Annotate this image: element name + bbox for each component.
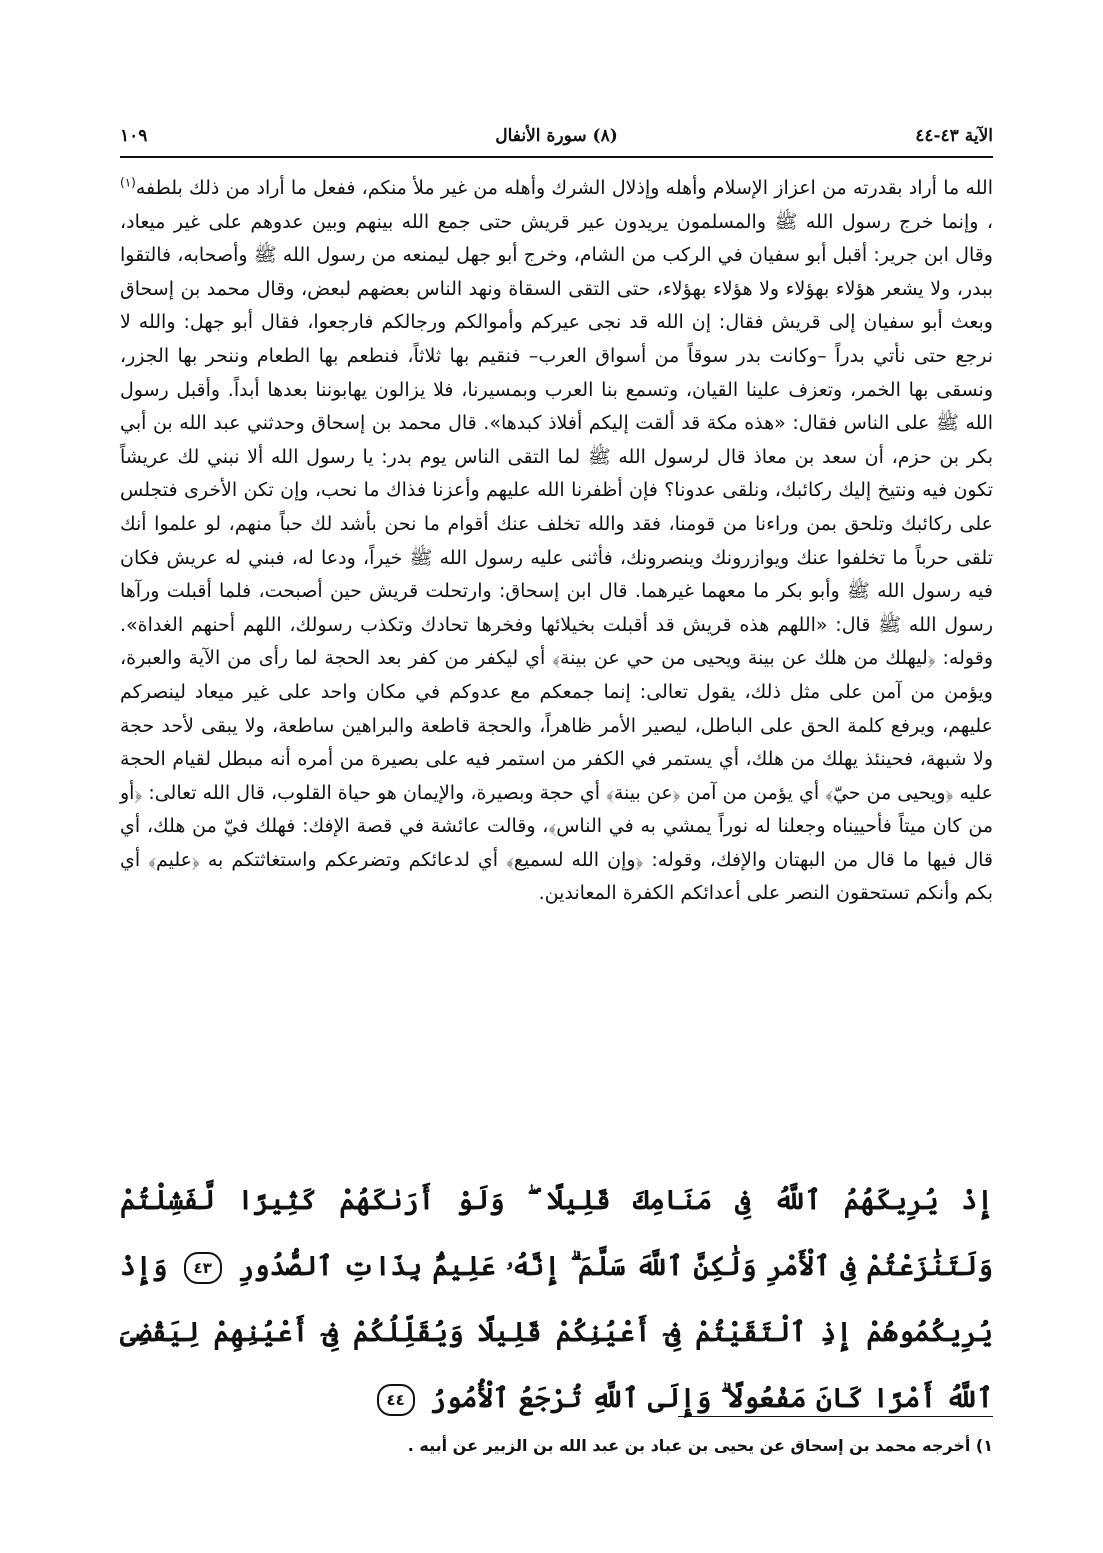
- verse-43-text: إِذْ يُرِيكَهُمُ ٱللَّهُ فِى مَنَامِكَ قَلِيلًا ۖ وَلَوْ أَرَىٰكَهُمْ كَثِيرًا لَّفَشِلْتُمْ وَلَتَنَٰزَعْتُمْ فِى ٱلْأَمْرِ وَلَٰكِنَّ ٱللَّهَ سَلَّمَ ۗ إِنَّهُۥ عَلِيمٌۢ بِذَاتِ ٱلصُّدُورِ: [120, 1185, 993, 1282]
- page-header: [120, 122, 993, 156]
- commentary-text: [120, 172, 993, 911]
- footnote-text: أخرجه محمد بن إسحاق عن يحيى بن عباد بن عبد الله بن الزبير عن أبيه .: [407, 1436, 971, 1455]
- quran-verses: [120, 1168, 993, 1432]
- footnote-divider: [678, 1416, 993, 1417]
- commentary-paragraph: [120, 172, 993, 911]
- verse-44-text: وَإِذْ يُرِيكُمُوهُمْ إِذِ ٱلْتَقَيْتُمْ فِىٓ أَعْيُنِكُمْ قَلِيلًا وَيُقَلِّلُكُمْ فِىٓ أَعْيُنِهِمْ لِيَقْضِىَ ٱللَّهُ أَمْرًا كَانَ مَفْعُولًا ۗ وَإِلَى ٱللَّهِ تُرْجَعُ ٱلْأُمُورُ: [120, 1251, 993, 1414]
- verse-43-number-marker: ٤٣: [184, 1252, 222, 1284]
- page-number: ١٠٩: [120, 126, 148, 146]
- commentary-text-part-2: ، وإنما خرج رسول الله ﷺ والمسلمون يريدون عير قريش حتى جمع الله بينهم وبين عدوهم على غير ميعاد، وقال ابن جرير: أقبل أبو سفيان في الركب من الشام، وخرج أبو جهل ليمنعه من رسول الله ﷺ وأصحابه، فالتقوا ببدر، ولا يشعر هؤلاء بهؤلاء ولا هؤلاء بهؤلاء، حتى التقى السقاة ونهد الناس بعضهم لبعض، وقال محمد بن إسحاق وبعث أبو سفيان إلى قريش فقال: إن الله قد نجى عيركم وأموالكم ورجالكم فارجعوا، فقال أبو جهل: والله لا نرجع حتى نأتي بدراً –وكانت بدر سوقاً من أسواق العرب– فنقيم بها ثلاثاً، فنطعم بها الطعام وننحر بها الجزر، ونسقى بها الخمر، وتعزف علينا القيان، وتسمع بنا العرب وبمسيرنا، فلا يزالون يهابوننا بعدها أبداً. وأقبل رسول الله ﷺ على الناس فقال: «هذه مكة قد ألقت إليكم أفلاذ كبدها». قال محمد بن إسحاق وحدثني عبد الله بن أبي بكر بن حزم، أن سعد بن معاذ قال لرسول الله ﷺ لما التقى الناس يوم بدر: يا رسول الله ألا نبني لك عريشاً تكون فيه ونتيخ إليك ركائبك، ونلقى عدونا؟ فإن أظفرنا الله عليهم وأعزنا فذاك ما نحب، وإن تكن الأخرى فتجلس على ركائبك وتلحق بمن وراءنا من قومنا، فقد والله تخلف عنك أقوام ما نحن بأشد لك حباً منهم، لو علموا أنك تلقى حرباً ما تخلفوا عنك ويوازرونك وينصرونك، فأثنى عليه رسول الله ﷺ خيراً، ودعا له، فبني له عريش فكان فيه رسول الله ﷺ وأبو بكر ما معهما غيرهما. قال ابن إسحاق: وارتحلت قريش حين أصبحت، فلما أقبلت ورآها رسول الله ﷺ قال: «اللهم هذه قريش قد أقبلت بخيلائها وفخرها تحادك وتكذب رسولك، اللهم أحنهم الغداة». وقوله: ﴿ليهلك من هلك عن بينة ويحيى من حي عن بينة﴾ أي ليكفر من كفر بعد الحجة لما رأى من الآية والعبرة، ويؤمن من آمن على مثل ذلك، يقول تعالى: إنما جمعكم مع عدوكم في مكان واحد على غير ميعاد لينصركم عليهم، ويرفع كلمة الحق على الباطل، ليصير الأمر ظاهراً، والحجة قاطعة والبراهين ساطعة، ولا يبقى لأحد حجة ولا شبهة، فحينئذ يهلك من هلك، أي يستمر في الكفر من استمر فيه على بصيرة من أمره أنه مبطل لقيام الحجة عليه ﴿ويحيى من حيّ﴾ أي يؤمن من آمن ﴿عن بينة﴾ أي حجة وبصيرة، والإيمان هو حياة القلوب، قال الله تعالى: ﴿أو من كان ميتاً فأحييناه وجعلنا له نوراً يمشي به في الناس﴾، وقالت عائشة في قصة الإفك: فهلك فيّ من هلك، أي قال فيها ما قال من البهتان والإفك، وقوله: ﴿وإن الله لسميع﴾ أي لدعائكم وتضرعكم واستغاثتكم به ﴿عليم﴾ أي بكم وأنكم تستحقون النصر على أعدائكم الكفرة المعاندين.: [120, 210, 993, 905]
- footnote-number: ١): [975, 1436, 993, 1455]
- footnote-marker: (١): [120, 175, 136, 190]
- verse-range-label: الآية ٤٣-٤٤: [915, 126, 993, 146]
- footnote: [120, 1436, 993, 1455]
- verse-44-number-marker: ٤٤: [377, 1384, 415, 1416]
- commentary-text-part-1: الله ما أراد بقدرته من اعزاز الإسلام وأهله وإذلال الشرك وأهله من غير ملأ منكم، ففعل ما أراد من ذلك بلطفه: [135, 177, 993, 199]
- header-divider: [120, 156, 993, 158]
- surah-title: (٨) سورة الأنفال: [495, 126, 618, 146]
